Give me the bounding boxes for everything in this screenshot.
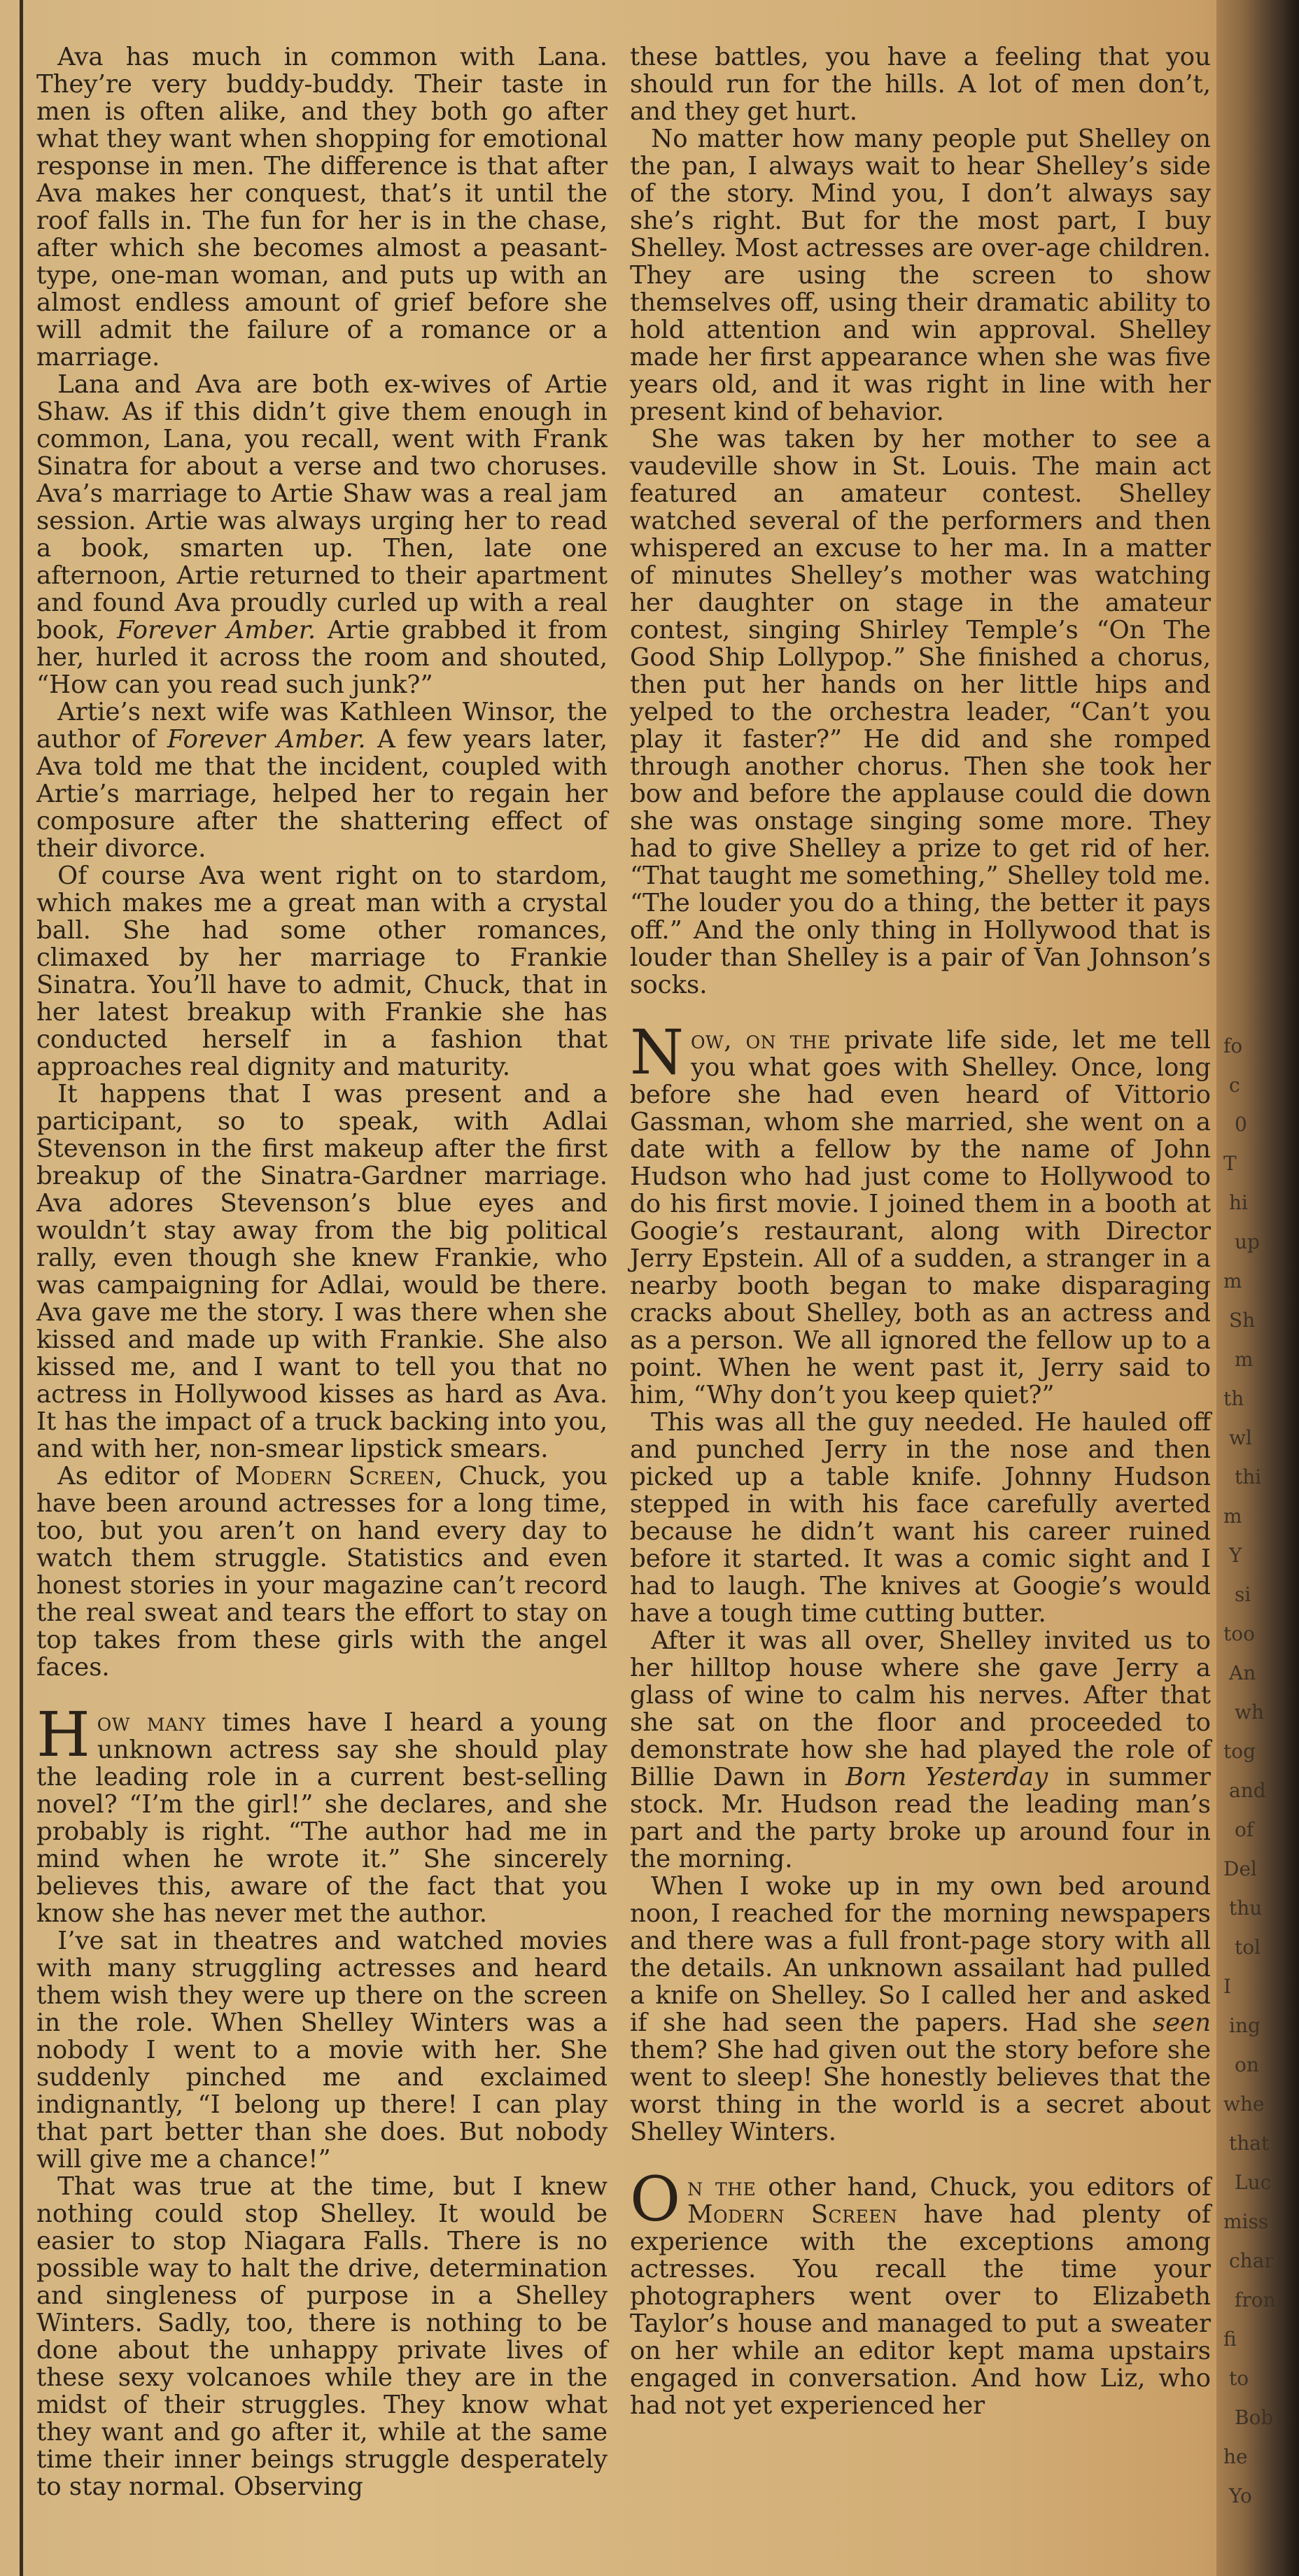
section-paragraph: Now, on the private life side, let me tell you what goes with Shelley. Once, long before she had even heard of Vittorio Gassman, whom she married, she went on a date with a fellow by the name of John Hudson who had just come to Hollywood to do his first movie. I joined them in a booth at Googie’s restaurant, along with Director Jerry Epstein. All of a sudden, a stranger in a nearby booth began to make disparaging cracks about Shelley, both as an actress and as a person. We all ignored the fellow up to a point. When he went past it, Jerry said to him, “Why don’t you keep quiet?”	[630, 1016, 1211, 1409]
book-title: Forever Amber.	[116, 616, 316, 645]
facing-page-fragment: Yo	[1229, 2484, 1252, 2507]
facing-page-fragment: wl	[1229, 1426, 1252, 1449]
paragraph: Lana and Ava are both ex-wives of Artie Shaw. As if this didn’t give them enough in common, Lana, you recall, went with Frank Sinatra for about a verse and two choruses. Ava’s marriage to Artie Shaw was a real jam session. Artie was always urging her to read a book, smarten up. Then, late one afternoon, Artie returned to their apartment and found Ava proudly curled up with a real book, Forever Amber. Artie grabbed it from her, hurled it across the room and shouted, “How can you read such junk?”	[36, 370, 608, 699]
drop-cap: H	[36, 1698, 90, 1771]
article-column-right	[630, 43, 1211, 2419]
paragraph: I’ve sat in theatres and watched movies with many struggling actresses and heard them wish they were up there on the screen in the role. When Shelley Winters was a nobody I went to a movie with her. She suddenly pinched me and exclaimed indignantly, “I belong up there! I can play that part better than she does. But nobody will give me a chance!”	[36, 1927, 608, 2174]
drop-cap: N	[630, 1016, 684, 1088]
facing-page-fragment: miss	[1223, 2210, 1269, 2233]
facing-page-fragment: to	[1229, 2367, 1249, 2390]
facing-page-fragment: si	[1235, 1583, 1251, 1606]
facing-page-fragment: Sh	[1229, 1309, 1256, 1332]
paragraph: Artie’s next wife was Kathleen Winsor, the author of Forever Amber. A few years later, Ava told me that the incident, coupled with Artie’s marriage, helped her to regain her composure after the shattering effect of their divorce.	[36, 698, 608, 863]
facing-page-fragment: whe	[1223, 2092, 1265, 2116]
drop-cap: O	[630, 2163, 681, 2235]
paragraph: Of course Ava went right on to stardom, which makes me a great man with a crystal ball. She had some other romances, climaxed by her marriage to Frankie Sinatra. You’ll have to admit, Chuck, that in her latest breakup with Frankie she has conducted herself in a fashion that approaches real dignity and maturity.	[36, 861, 608, 1081]
lead-in: n the	[687, 2173, 757, 2202]
facing-page-fragment: hi	[1229, 1191, 1248, 1214]
facing-page-fragment: An	[1229, 1661, 1256, 1684]
paragraph: these battles, you have a feeling that you should run for the hills. A lot of men don’t, and they get hurt.	[630, 43, 1211, 126]
facing-page-fragment: I	[1223, 1975, 1232, 1998]
facing-page-fragment: ing	[1229, 2014, 1261, 2037]
paragraph: That was true at the time, but I knew nothing could stop Shelley. It would be easier to stop Niagara Falls. There is no possible way to halt the drive, determination and singleness of purpose in a Shelley Winters. Sadly, too, there is nothing to be done about the unhappy private lives of these sexy volcanoes while they are in the midst of their struggles. They know what they want and go after it, while at the same time their inner beings struggle desperately to stay normal. Observing	[36, 2172, 608, 2501]
facing-page-fragment: T	[1223, 1152, 1237, 1175]
facing-page-fragment: fron	[1235, 2288, 1276, 2311]
paragraph: After it was all over, Shelley invited us to her hilltop house where she gave Jerry a glass of wine to calm his nerves. After that she sat on the floor and proceeded to demonstrate how she had played the role of Billie Dawn in Born Yesterday in summer stock. Mr. Hudson read the leading man’s part and the party broke up around four in the morning.	[630, 1626, 1211, 1873]
facing-page-fragment: fo	[1223, 1034, 1243, 1057]
facing-page-fragment: c	[1229, 1074, 1240, 1097]
paragraph: No matter how many people put Shelley on the pan, I always wait to hear Shelley’s side of the story. Mind you, I don’t always say she’s right. But for the most part, I buy Shelley. Most actresses are over-age children. They are using the screen to show themselves off, using their dramatic ability to hold attention and win approval. Shelley made her first appearance when she was five years old, and it was right in line with her present kind of behavior.	[630, 125, 1211, 426]
facing-page-fragment: Del	[1223, 1857, 1257, 1880]
paragraph: When I woke up in my own bed around noon, I reached for the morning newspapers and there was a full front-page story with all the details. An unknown assailant had pulled a knife on Shelley. So I called her and asked if she had seen the papers. Had she seen them? She had given out the story before she went to sleep! She honestly believes that the worst thing in the world is a secret about Shelley Winters.	[630, 1872, 1211, 2146]
facing-page-fragment: Y	[1229, 1544, 1242, 1567]
magazine-name: Modern Screen	[687, 2200, 898, 2229]
facing-page-fragment: Luc	[1235, 2171, 1272, 2194]
facing-page-fragment: m	[1223, 1269, 1242, 1293]
facing-page-fragment: on	[1235, 2053, 1259, 2076]
lead-in: ow many	[97, 1708, 206, 1737]
facing-page-fragment: wh	[1235, 1701, 1264, 1724]
paragraph: As editor of Modern Screen, Chuck, you have been around actresses for a long time, too, but you aren’t on hand every day to watch them struggle. Statistics and even honest stories in your magazine can’t record the real sweat and tears the effort to stay on top takes from these girls with the angel faces.	[36, 1462, 608, 1682]
facing-page-fragment: too	[1223, 1622, 1255, 1645]
article-column-left	[36, 43, 608, 2500]
section-paragraph: How many times have I heard a young unknown actress say she should play the leading role in a current best-selling novel? “I’m the girl!” she declares, and she probably is right. “The author had me in mind when he wrote it.” She sincerely believes this, aware of the fact that you know she has never met the author.	[36, 1698, 608, 1928]
facing-page-fragment: char	[1229, 2249, 1274, 2272]
magazine-name: Modern Screen,	[234, 1462, 444, 1491]
column-rule	[20, 0, 23, 2576]
play-title: Born Yesterday	[845, 1763, 1048, 1792]
facing-page-fragment: Bob	[1235, 2406, 1274, 2429]
paragraph: She was taken by her mother to see a vaudeville show in St. Louis. The main act featured an amateur contest. Shelley watched several of the performers and then whispered an excuse to her ma. In a matter of minutes Shelley’s mother was watching her daughter on stage in the amateur contest, singing Shirley Temple’s “On The Good Ship Lollypop.” She finished a chorus, then put her hands on her little hips and yelped to the orchestra leader, “Can’t you play it faster?” He did and she romped through another chorus. Then she took her bow and before the applause could die down she was onstage singing some more. They had to give Shelley a prize to get rid of her. “That taught me something,” Shelley told me. “The louder you do a thing, the better it pays off.” And the only thing in Hollywood that is louder than Shelley is a pair of Van Johnson’s socks.	[630, 425, 1211, 999]
facing-page-fragment: tog	[1223, 1740, 1256, 1763]
facing-page-fragment: that	[1229, 2132, 1270, 2155]
facing-page-fragment: he	[1223, 2445, 1248, 2468]
facing-page-fragment: m	[1235, 1348, 1254, 1371]
facing-page-fragment: of	[1235, 1818, 1254, 1841]
facing-page-fragment: fi	[1223, 2328, 1237, 2351]
facing-page-fragment: and	[1229, 1779, 1266, 1802]
facing-page-fragment: up	[1235, 1230, 1260, 1253]
book-title: Forever Amber.	[167, 725, 366, 754]
section-paragraph: On the other hand, Chuck, you editors of Modern Screen have had plenty of experience with the exceptions among actresses. You recall the time your photographers went over to Elizabeth Taylor’s house and managed to put a sweater on her while an editor kept mama upstairs engaged in conversation. And how Liz, who had not yet experienced her	[630, 2163, 1211, 2420]
emphasis: seen	[1152, 2008, 1211, 2037]
facing-page-fragment: tol	[1235, 1936, 1261, 1959]
facing-page-fragment: thi	[1235, 1465, 1262, 1488]
facing-page-fragment: thu	[1229, 1896, 1263, 1920]
facing-page-fragment: th	[1223, 1387, 1244, 1410]
paragraph: It happens that I was present and a participant, so to speak, with Adlai Stevenson in the first makeup after the first breakup of the Sinatra-Gardner marriage. Ava adores Stevenson’s blue eyes and wouldn’t stay away from the big political rally, even though she knew Frankie, who was campaigning for Adlai, would be there. Ava gave me the story. I was there when she kissed and made up with Frankie. She also kissed me, and I want to tell you that no actress in Hollywood kisses as hard as Ava. It has the impact of a truck backing into you, and with her, non-smear lipstick smears.	[36, 1080, 608, 1463]
lead-in: ow, on the	[691, 1026, 831, 1055]
paragraph: This was all the guy needed. He hauled off and punched Jerry in the nose and then picked up a table knife. Johnny Hudson stepped in with his face carefully averted because he didn’t want his career ruined before it started. It was a comic sight and I had to laugh. The knives at Googie’s would have a tough time cutting butter.	[630, 1408, 1211, 1628]
facing-page-fragment: m	[1223, 1505, 1242, 1528]
paragraph: Ava has much in common with Lana. They’re very buddy-buddy. Their taste in men is often alike, and they both go after what they want when shopping for emotional response in men. The difference is that after Ava makes her conquest, that’s it until the roof falls in. The fun for her is in the chase, after which she becomes almost a peasant-type, one-man woman, and puts up with an almost endless amount of grief before she will admit the failure of a romance or a marriage.	[36, 43, 608, 372]
facing-page-fragment: 0	[1235, 1113, 1247, 1136]
